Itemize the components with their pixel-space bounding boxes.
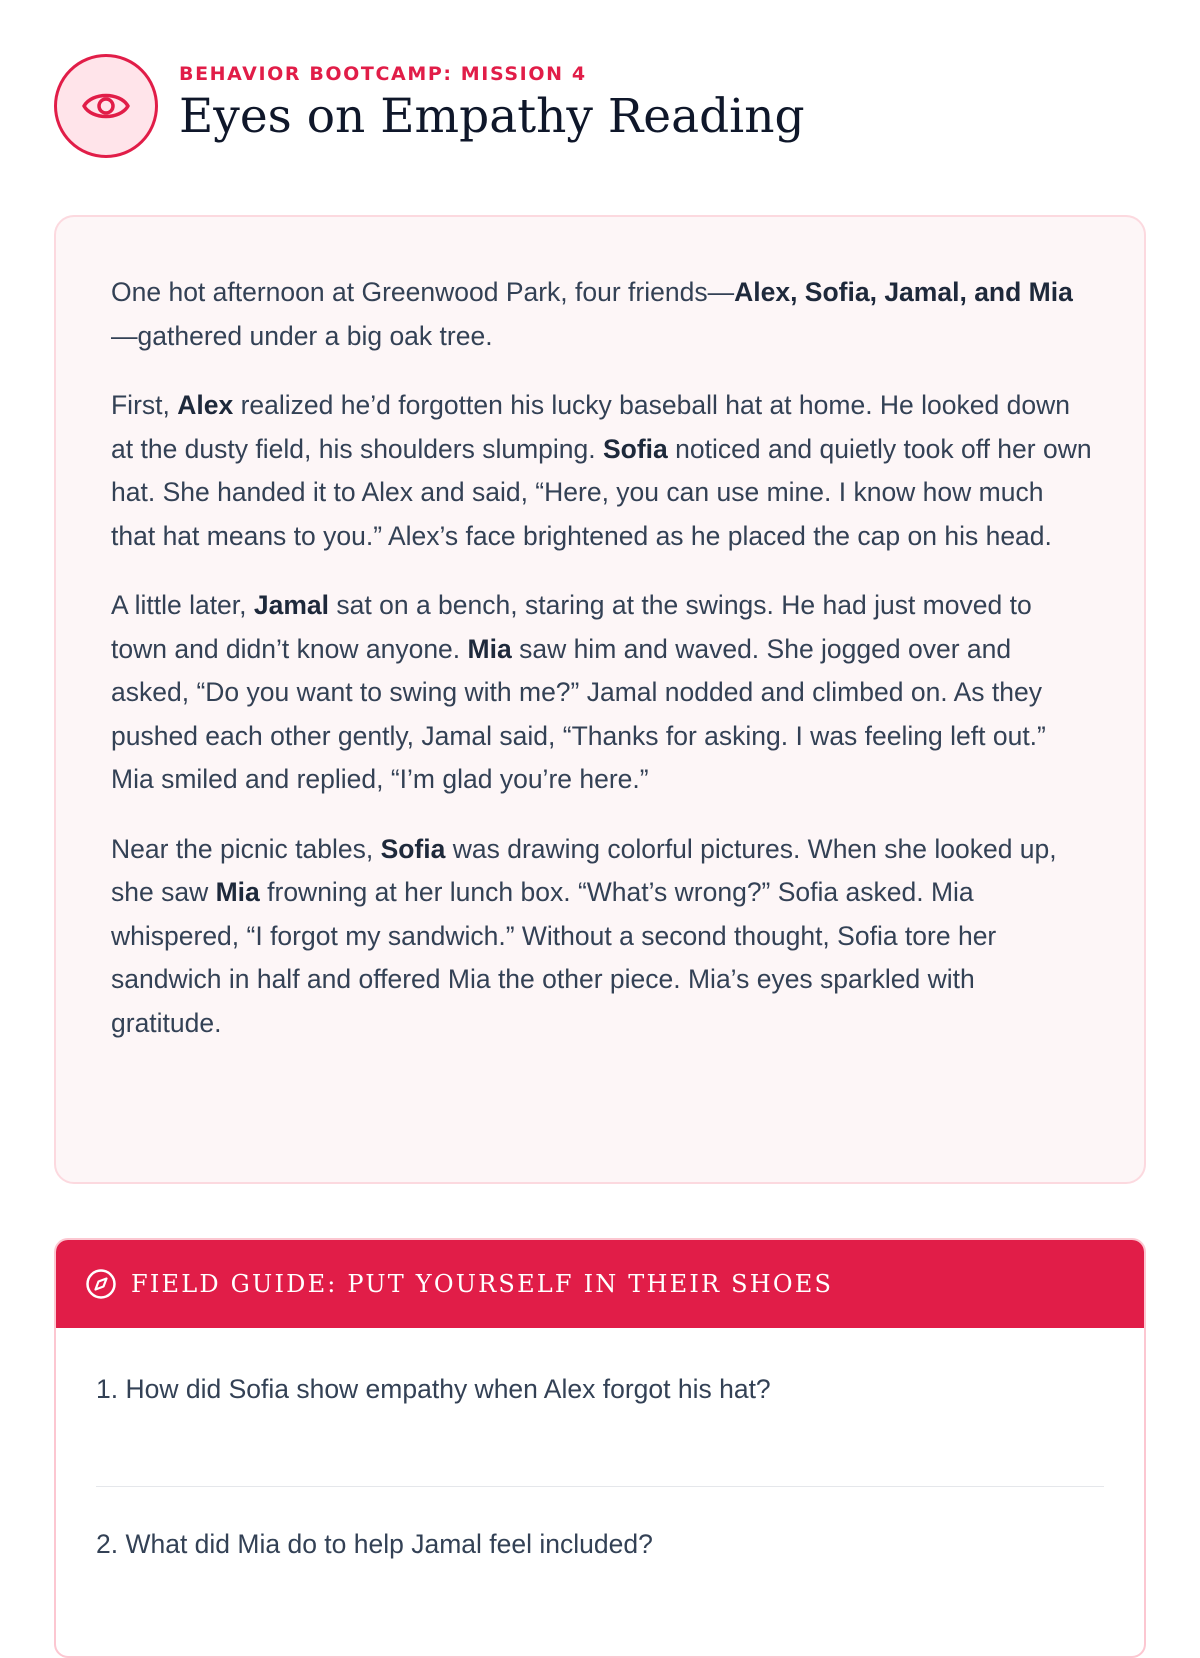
compass-icon xyxy=(85,1268,117,1300)
eye-badge xyxy=(54,54,158,158)
mission-kicker: BEHAVIOR BOOTCAMP: MISSION 4 xyxy=(179,63,587,86)
field-guide-title: FIELD GUIDE: PUT YOURSELF IN THEIR SHOES xyxy=(131,1270,834,1298)
question-item xyxy=(96,1487,1104,1560)
field-guide-card xyxy=(54,1238,1146,1658)
eye-icon xyxy=(81,89,131,123)
story-paragraph-3: A little later, Jamal sat on a bench, staring at the swings. He had just moved to town and didn’t know anyone. Mia saw him and waved. She jogged over and asked, “Do you want to swing with me?” Jamal nodded and climbed on. As they pushed each other gently, Jamal said, “Thanks for asking. I was feeling left out.” Mia smiled and replied, “I’m glad you’re here.” xyxy=(111,590,1046,794)
story-card xyxy=(54,215,1146,1184)
story-paragraph-2: First, Alex realized he’d forgotten his lucky baseball hat at home. He looked down at the dusty field, his shoulders slumping. Sofia noticed and quietly took off her own hat. She handed it to Alex and said, “Here, you can use mine. I know how much that hat means to you.” Alex’s face brightened as he placed the cap on his head. xyxy=(111,390,1092,551)
page-title: Eyes on Empathy Reading xyxy=(179,89,805,145)
question-text: 2. What did Mia do to help Jamal feel included? xyxy=(96,1529,653,1559)
question-text: 1. How did Sofia show empathy when Alex forgot his hat? xyxy=(96,1374,771,1404)
story-paragraph-1: One hot afternoon at Greenwood Park, four friends—Alex, Sofia, Jamal, and Mia—gathered under a big oak tree. xyxy=(111,277,1073,351)
question-item xyxy=(96,1328,1104,1487)
field-guide-header xyxy=(56,1240,1144,1328)
story-paragraph-4: Near the picnic tables, Sofia was drawing colorful pictures. When she looked up, she saw Mia frowning at her lunch box. “What’s wrong?” Sofia asked. Mia whispered, “I forgot my sandwich.” Without a second thought, Sofia tore her sandwich in half and offered Mia the other piece. Mia’s eyes sparkled with gratitude. xyxy=(111,833,1057,1038)
page-header xyxy=(54,54,805,158)
